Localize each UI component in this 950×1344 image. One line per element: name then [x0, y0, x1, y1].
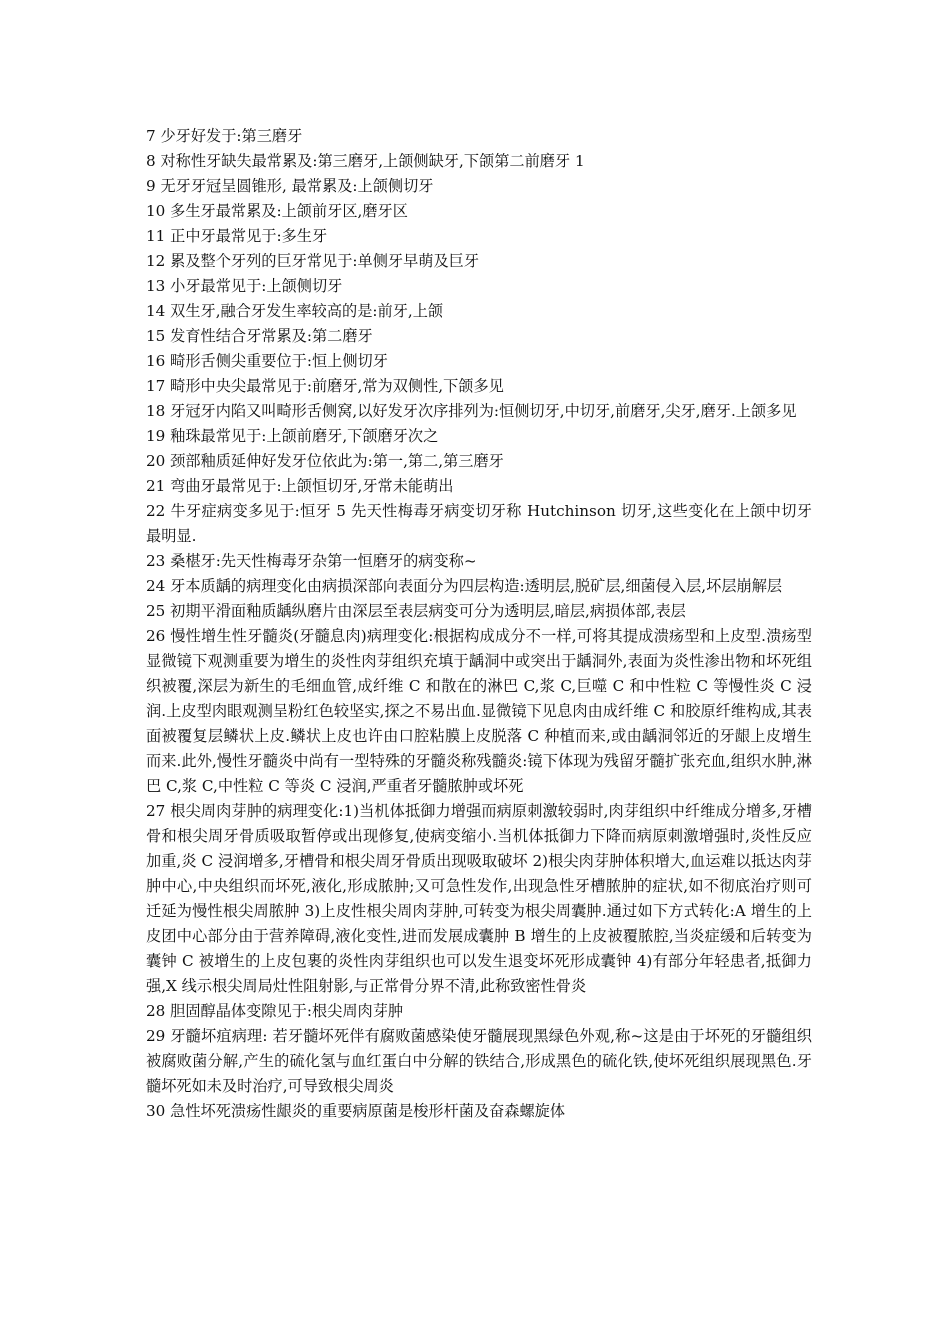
- paragraph-15: 15 发育性结合牙常累及:第二磨牙: [146, 327, 373, 345]
- paragraph-7: 7 少牙好发于:第三磨牙: [146, 127, 303, 145]
- paragraph-17: 17 畸形中央尖最常见于:前磨牙,常为双侧性,下颌多见: [146, 377, 504, 395]
- paragraph-29: 29 牙髓坏疽病理: 若牙髓坏死伴有腐败菌感染使牙髓展现黑绿色外观,称~这是由于坏死的牙髓组织被腐败菌分解,产生的硫化氢与血红蛋白中分解的铁结合,形成黑色的硫化铁,使坏死组织展现黑色.牙髓坏死如未及时治疗,可导致根尖周炎: [146, 1027, 812, 1095]
- paragraph-22: 22 牛牙症病变多见于:恒牙 5 先天性梅毒牙病变切牙称 Hutchinson 切牙,这些变化在上颌中切牙最明显.: [146, 502, 812, 545]
- paragraph-23: 23 桑椹牙:先天性梅毒牙杂第一恒磨牙的病变称~: [146, 552, 477, 570]
- paragraph-16: 16 畸形舌侧尖重要位于:恒上侧切牙: [146, 352, 388, 370]
- paragraph-14: 14 双生牙,融合牙发生率较高的是:前牙,上颌: [146, 302, 444, 320]
- paragraph-11: 11 正中牙最常见于:多生牙: [146, 227, 328, 245]
- paragraph-13: 13 小牙最常见于:上颌侧切牙: [146, 277, 343, 295]
- paragraph-26: 26 慢性增生性牙髓炎(牙髓息肉)病理变化:根据构成成分不一样,可将其提成溃疡型和上皮型.溃疡型显微镜下观测重要为增生的炎性肉芽组织充填于龋洞中或突出于龋洞外,表面为炎性渗出物和坏死组织被覆,深层为新生的毛细血管,成纤维 C 和散在的淋巴 C,浆 C,巨噬 C 和中性粒 C 等慢性炎 C 浸润.上皮型肉眼观测呈粉红色较坚实,探之不易出血.显微镜下见息肉由成纤维 C 和胶原纤维构成,其表面被覆复层鳞状上皮.鳞状上皮也许由口腔粘膜上皮脱落 C 种植而来,或由龋洞邻近的牙龈上皮增生而来.此外,慢性牙髓炎中尚有一型特殊的牙髓炎称残髓炎:镜下体现为残留牙髓扩张充血,组织水肿,淋巴 C,浆 C,中性粒 C 等炎 C 浸润,严重者牙髓脓肿或坏死: [146, 627, 812, 795]
- paragraph-10: 10 多生牙最常累及:上颌前牙区,磨牙区: [146, 202, 408, 220]
- paragraph-21: 21 弯曲牙最常见于:上颌恒切牙,牙常未能萌出: [146, 477, 454, 495]
- paragraph-18: 18 牙冠牙内陷又叫畸形舌侧窝,以好发牙次序排列为:恒侧切牙,中切牙,前磨牙,尖牙,磨牙.上颌多见: [146, 402, 797, 420]
- paragraph-25: 25 初期平滑面釉质龋纵磨片由深层至表层病变可分为透明层,暗层,病损体部,表层: [146, 602, 686, 620]
- paragraph-28: 28 胆固醇晶体变隙见于:根尖周肉芽肿: [146, 1002, 404, 1020]
- document-page: [146, 124, 812, 1124]
- paragraph-27: 27 根尖周肉芽肿的病理变化:1)当机体抵御力增强而病原刺激较弱时,肉芽组织中纤维成分增多,牙槽骨和根尖周牙骨质吸取暂停或出现修复,使病变缩小.当机体抵御力下降而病原刺激增强时,炎性反应加重,炎 C 浸润增多,牙槽骨和根尖周牙骨质出现吸取破坏 2)根尖肉芽肿体积增大,血运难以抵达肉芽肿中心,中央组织而坏死,液化,形成脓肿;又可急性发作,出现急性牙槽脓肿的症状,如不彻底治疗则可迁延为慢性根尖周脓肿 3)上皮性根尖周肉芽肿,可转变为根尖周囊肿.通过如下方式转化:A 增生的上皮团中心部分由于营养障碍,液化变性,进而发展成囊肿 B 增生的上皮被覆脓腔,当炎症缓和后转变为囊钟 C 被增生的上皮包裹的炎性肉芽组织也可以发生退变坏死形成囊钟 4)有部分年轻患者,抵御力强,X 线示根尖周局灶性阻射影,与正常骨分界不清,此称致密性骨炎: [146, 802, 812, 995]
- paragraph-19: 19 釉珠最常见于:上颌前磨牙,下颌磨牙次之: [146, 427, 439, 445]
- paragraph-24: 24 牙本质龋的病理变化由病损深部向表面分为四层构造:透明层,脱矿层,细菌侵入层,坏层崩解层: [146, 577, 783, 595]
- paragraph-20: 20 颈部釉质延伸好发牙位依此为:第一,第二,第三磨牙: [146, 452, 504, 470]
- paragraph-8: 8 对称性牙缺失最常累及:第三磨牙,上颌侧缺牙,下颌第二前磨牙 1: [146, 152, 585, 170]
- paragraph-9: 9 无牙牙冠呈圆锥形, 最常累及:上颌侧切牙: [146, 177, 434, 195]
- paragraph-12: 12 累及整个牙列的巨牙常见于:单侧牙早萌及巨牙: [146, 252, 480, 270]
- paragraph-30: 30 急性坏死溃疡性龈炎的重要病原菌是梭形杆菌及奋森螺旋体: [146, 1102, 566, 1120]
